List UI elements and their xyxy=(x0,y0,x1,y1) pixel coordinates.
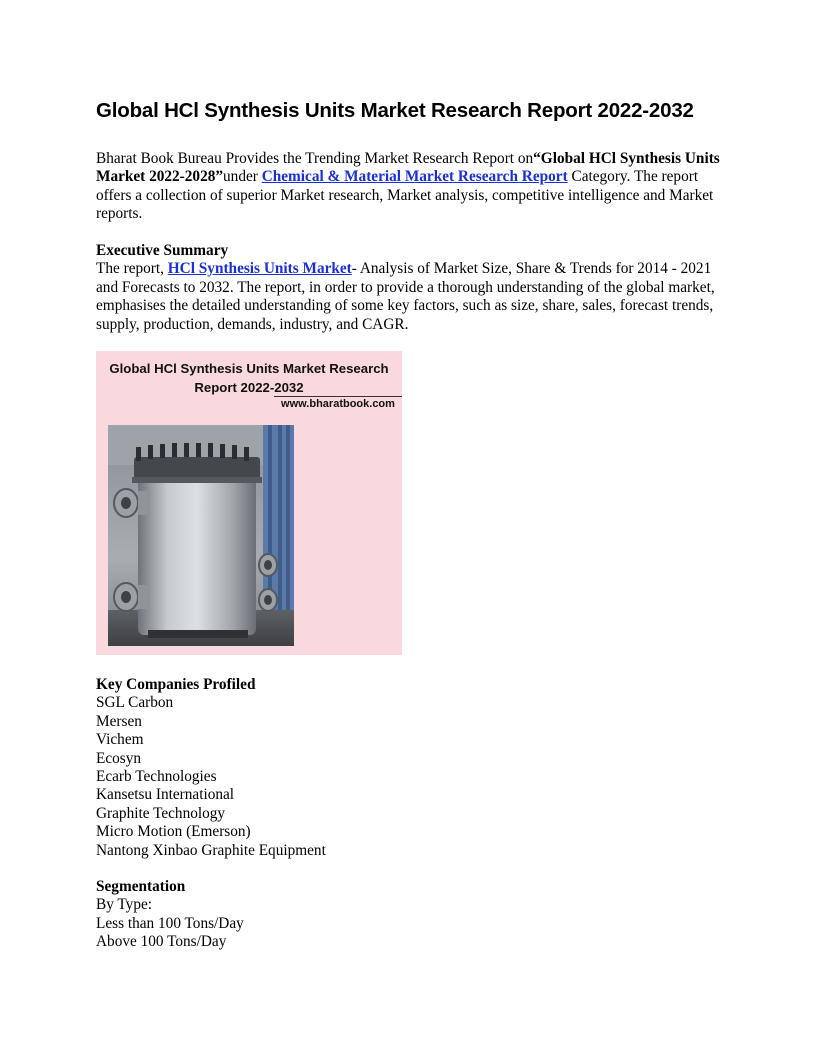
list-item: SGL Carbon xyxy=(96,694,174,712)
cover-title-line1: Global HCl Synthesis Units Market Research xyxy=(109,361,389,376)
list-item: By Type: xyxy=(96,896,153,914)
list-item: Less than 100 Tons/Day xyxy=(96,914,244,932)
list-item: Nantong Xinbao Graphite Equipment xyxy=(96,841,326,859)
intro-text-under: under xyxy=(223,168,262,186)
page-title: Global HCl Synthesis Units Market Research Report 2022-2032 xyxy=(96,99,694,122)
cover-title xyxy=(96,359,402,397)
hcl-synthesis-units-market-link[interactable]: HCl Synthesis Units Market xyxy=(167,260,352,278)
exec-text-before: The report, xyxy=(96,260,168,278)
key-companies-list xyxy=(96,694,720,860)
segmentation-heading: Segmentation xyxy=(96,878,186,895)
list-item: Mersen xyxy=(96,712,142,730)
segmentation-section xyxy=(96,878,720,952)
exec-text-after: - Analysis of Market Size, Share & Trends for 2014 - 2021 and Forecasts to 2032. The report, in order to provide a thorough understanding of the global market, emphasises the detailed understanding of some key factors, such as size, share, sales, forecast trends, supply, production, demands, industry, and CAGR. xyxy=(96,260,715,333)
key-companies-section xyxy=(96,676,720,860)
list-item: Graphite Technology xyxy=(96,804,226,822)
hcl-synthesis-unit-photo xyxy=(108,425,294,646)
intro-report-title: “Global HCl Synthesis Units Market 2022-2028” xyxy=(96,150,720,186)
chemical-material-report-link[interactable]: Chemical & Material Market Research Report xyxy=(261,168,568,186)
key-companies-heading: Key Companies Profiled xyxy=(96,676,256,693)
cover-title-line2: Report 2022-2032 xyxy=(194,380,304,395)
intro-paragraph xyxy=(96,150,720,224)
list-item: Ecarb Technologies xyxy=(96,768,217,786)
cover-divider xyxy=(274,396,402,397)
intro-text-after: Category. The report offers a collection of superior Market research, Market analysis, competitive intelligence and Market reports. xyxy=(96,168,714,223)
executive-summary-paragraph xyxy=(96,260,720,334)
list-item: Vichem xyxy=(96,731,144,749)
executive-summary-section xyxy=(96,242,720,334)
intro-text-before: Bharat Book Bureau Provides the Trending Market Research Report on xyxy=(96,150,534,167)
list-item: Micro Motion (Emerson) xyxy=(96,823,251,841)
cover-url: www.bharatbook.com xyxy=(281,398,395,410)
list-item: Kansetsu International xyxy=(96,786,235,804)
executive-summary-heading: Executive Summary xyxy=(96,242,229,259)
list-item: Above 100 Tons/Day xyxy=(96,933,227,951)
list-item: Ecosyn xyxy=(96,749,142,767)
report-cover-image xyxy=(96,351,402,655)
segmentation-list xyxy=(96,896,720,951)
